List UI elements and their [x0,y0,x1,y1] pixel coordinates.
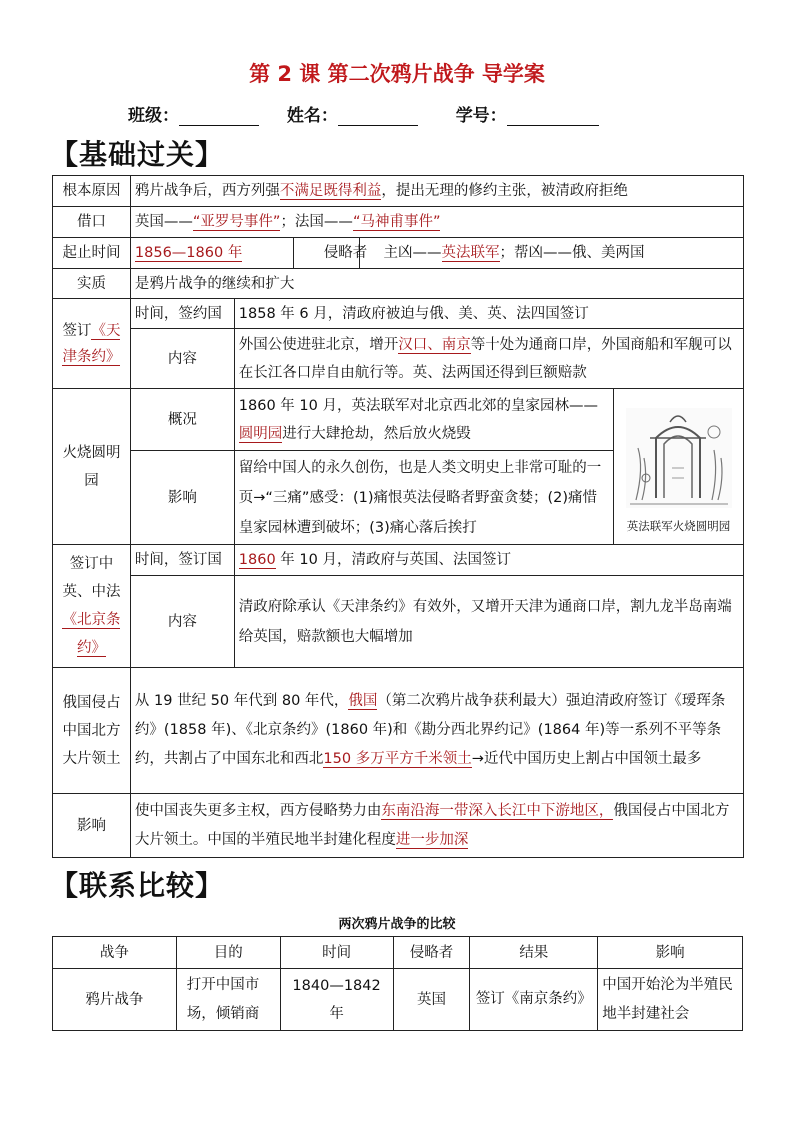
sub-label: 内容 [130,576,234,668]
row-label: 火烧圆明园 [53,389,131,545]
row-label: 实质 [53,269,131,299]
header-war: 战争 [53,937,177,969]
row-content: 1858 年 6 月，清政府被迫与俄、美、英、法四国签订 [234,299,743,329]
text: 主凶—— [383,245,442,261]
row-content: 清政府除承认《天津条约》有效外，又增开天津为通商口岸，割九龙半岛南端给英国，赔款额也大幅增加 [234,576,743,668]
highlight: 《北京条约》 [62,612,121,656]
name-blank[interactable] [338,107,418,126]
header-aggressor: 侵略者 [393,937,470,969]
section-heading-basics: 【基础过关】 [50,138,225,171]
highlight: 英法联军 [441,245,500,261]
id-label: 学号： [455,106,507,126]
cell-time: 1840—1842 年 [280,969,393,1031]
cell-war: 鸦片战争 [53,969,177,1031]
name-label: 姓名： [286,106,338,126]
table-row [53,389,744,451]
text: 英国—— [134,214,193,230]
header-purpose: 目的 [176,937,280,969]
table-header-row [53,937,743,969]
table-row [53,176,744,207]
sub-label: 时间，签约国 [130,299,234,329]
highlight: “亚罗号事件” [192,214,281,230]
sub-label: 概况 [130,389,234,451]
row-content [130,176,743,207]
text: 1860 年 10 月，英法联军对北京西北郊的皇家园林—— [238,397,598,414]
sub-label-text: 侵略者 [323,245,368,261]
table-row [53,668,744,794]
highlight: 1860 [238,552,276,568]
text: （第二次鸦片战争获利最大）强迫清政府签订《瑷珲条约》(1858 年)、《北京条约》(1860 年)和《勘分西北界约记》(1864 年)等一系列不平等条约，共割占了中国东北和西北 [134,693,726,767]
text: 从 19 世纪 50 年代到 80 年代， [134,693,349,709]
row-label [53,299,131,389]
text: ；法国—— [280,214,353,230]
highlight: 《天津条约》 [62,322,121,365]
table-row [53,576,744,668]
page-title: 第 2 课 第二次鸦片战争 导学案 [249,62,545,86]
table-row [53,269,744,299]
yuanmingyuan-ruins-image [626,408,732,533]
row-content [234,545,743,576]
header-time: 时间 [280,937,393,969]
row-content [130,238,293,269]
highlight: 150 多万平方千米领土 [323,751,472,767]
text: 等十处为通商口岸，外国商船和军舰可以在长江各口岸自由航行等。英、法两国还得到巨额赔款 [238,336,732,381]
row-content [323,238,743,269]
row-content [130,668,743,794]
highlight: 不满足既得利益 [279,183,382,199]
text: 进行大肆抢劫，然后放火烧毁 [282,425,471,442]
sub-label: 内容 [130,329,234,389]
row-label: 根本原因 [53,176,131,207]
text: 外国公使进驻北京，增开 [238,336,399,353]
highlight: 1856—1860 年 [134,245,243,261]
highlight: 进一步加深 [395,831,469,848]
section-heading-comparison: 【联系比较】 [50,869,225,902]
highlight: 东南沿海一带深入长江中下游地区， [381,802,614,819]
cell-aggressor: 英国 [393,969,470,1031]
text: 年 10 月，清政府与英国、法国签订 [275,552,511,568]
row-label: 起止时间 [53,238,131,269]
ruins-sketch-icon [626,408,732,508]
text: 使中国丧失更多主权，西方侵略势力由 [134,802,382,819]
row-content: 留给中国人的永久创伤，也是人类文明史上非常可耻的一页→“三痛”感受：(1)痛恨英法侵略者野蛮贪婪；(2)痛惜皇家园林遭到破坏；(3)痛心落后挨打 [234,451,613,545]
image-caption: 英法联军火烧圆明园 [626,518,731,533]
cell-result: 签订《南京条约》 [470,969,598,1031]
sub-label: 时间，签订国 [130,545,234,576]
row-content: 是鸦片战争的继续和扩大 [130,269,743,299]
highlight: “马神甫事件” [352,214,441,230]
table-caption: 两次鸦片战争的比较 [338,917,456,932]
row-content [130,207,743,238]
text: ；帮凶——俄、美两国 [499,245,645,261]
row-label: 借口 [53,207,131,238]
sub-label: 影响 [130,451,234,545]
id-blank[interactable] [507,107,599,126]
table-row [53,329,744,389]
row-content [234,389,613,451]
student-info [128,101,599,126]
label-text: 签订中英、中法 [62,556,121,600]
highlight: 圆明园 [238,425,283,442]
row-content [130,794,743,858]
table-row [53,238,744,269]
highlight: 汉口、南京 [398,336,471,353]
table-row [53,299,744,329]
header-result: 结果 [470,937,598,969]
cell-impact: 中国开始沦为半殖民地半封建社会 [598,969,743,1031]
comparison-table [52,936,743,1031]
header-impact: 影响 [598,937,743,969]
label-text: 签订 [62,322,92,339]
table-row [53,794,744,858]
row-label: 影响 [53,794,131,858]
table-row [53,545,744,576]
image-cell [614,389,744,545]
row-label [53,545,131,668]
text: ，提出无理的修约主张，被清政府拒绝 [381,183,628,199]
text: →近代中国历史上割占中国领土最多 [471,751,702,767]
basics-table [52,175,744,858]
table-row [53,969,743,1031]
class-label: 班级： [128,106,179,126]
text: 俄国侵占中国北方大片领土。中国的半殖民地半封建化程度 [134,802,730,848]
table-row [53,207,744,238]
class-blank[interactable] [179,107,259,126]
row-label: 俄国侵占中国北方大片领土 [53,668,131,794]
text: 鸦片战争后，西方列强 [134,183,280,199]
highlight: 俄国 [348,693,378,709]
cell-purpose: 打开中国市场，倾销商 [176,969,280,1031]
row-content [234,329,743,389]
